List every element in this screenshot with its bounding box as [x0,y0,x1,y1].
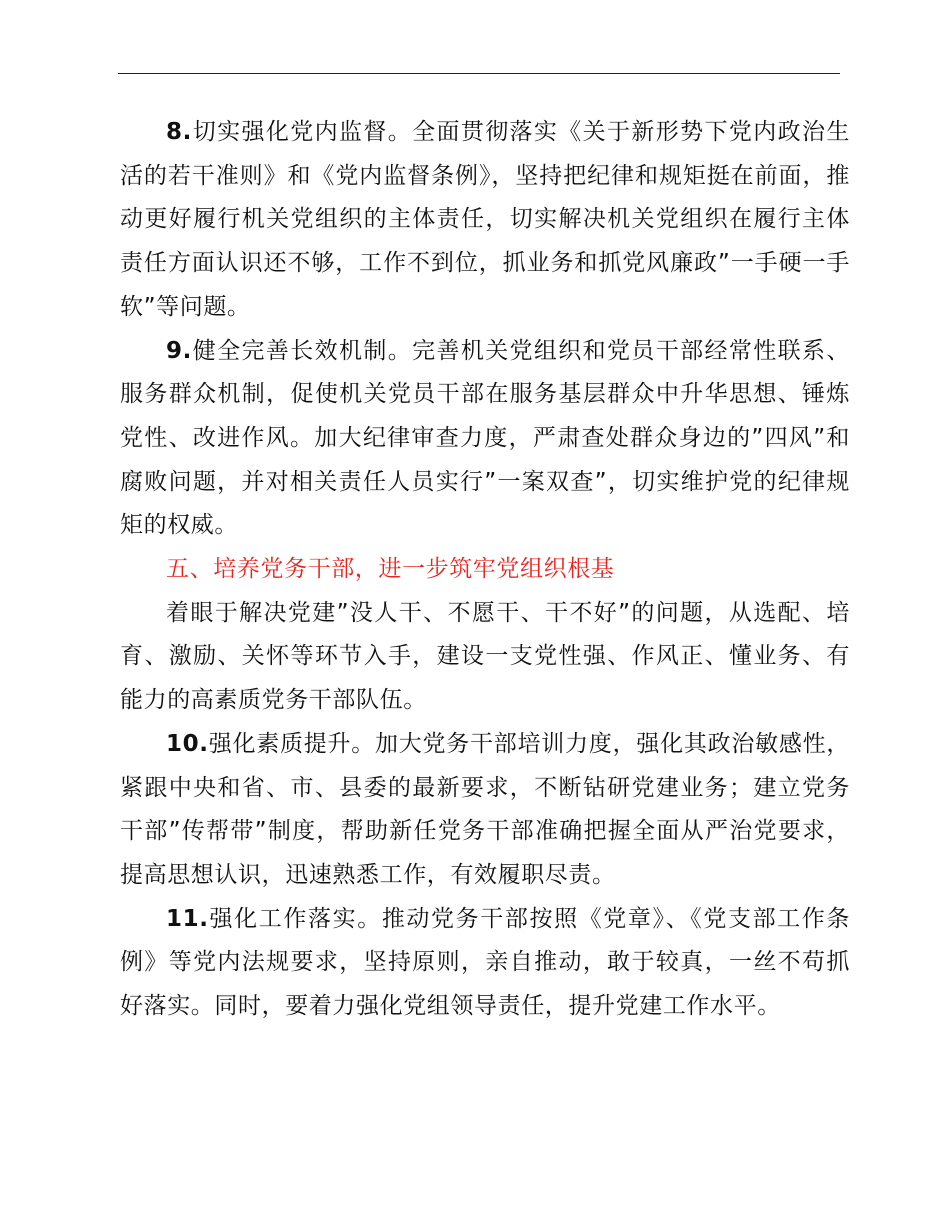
paragraph-item-11 [120,898,850,1029]
paragraph-text: 着眼于解决党建”没人干、不愿干、干不好”的问题，从选配、培育、激励、关怀等环节入手，建设一支党性强、作风正、懂业务、有能力的高素质党务干部队伍。 [120,599,850,714]
item-number: 11. [166,905,209,932]
paragraph-intro [120,592,850,723]
paragraph-text: 强化工作落实。推动党务干部按照《党章》、《党支部工作条例》等党内法规要求，坚持原则，亲自推动，敢于较真，一丝不苟抓好落实。同时，要着力强化党组领导责任，提升党建工作水平。 [120,905,850,1020]
paragraph-item-10 [120,723,850,898]
paragraph-text: 强化素质提升。加大党务干部培训力度，强化其政治敏感性，紧跟中央和省、市、县委的最新要求，不断钻研党建业务；建立党务干部”传帮带”制度，帮助新任党务干部准确把握全面从严治党要求，提高思想认识，迅速熟悉工作，有效履职尽责。 [120,730,850,888]
document-body [120,111,850,1029]
paragraph-text: 切实强化党内监督。全面贯彻落实《关于新形势下党内政治生活的若干准则》和《党内监督条例》，坚持把纪律和规矩挺在前面，推动更好履行机关党组织的主体责任，切实解决机关党组织在履行主体责任方面认识还不够，工作不到位，抓业务和抓党风廉政”一手硬一手软”等问题。 [120,119,850,320]
item-number: 10. [166,730,209,757]
item-number: 8. [166,119,192,145]
paragraph-text: 健全完善长效机制。完善机关党组织和党员干部经常性联系、服务群众机制，促使机关党员干部在服务基层群众中升华思想、锤炼党性、改进作风。加大纪律审查力度，严肃查处群众身边的”四风”和腐败问题，并对相关责任人员实行”一案双查”，切实维护党的纪律规矩的权威。 [120,337,850,539]
paragraph-item-9 [120,330,850,549]
header-rule [118,73,840,74]
section-heading: 五、培养党务干部，进一步筑牢党组织根基 [166,556,615,583]
paragraph-item-8 [120,111,850,330]
item-number: 9. [166,337,192,364]
